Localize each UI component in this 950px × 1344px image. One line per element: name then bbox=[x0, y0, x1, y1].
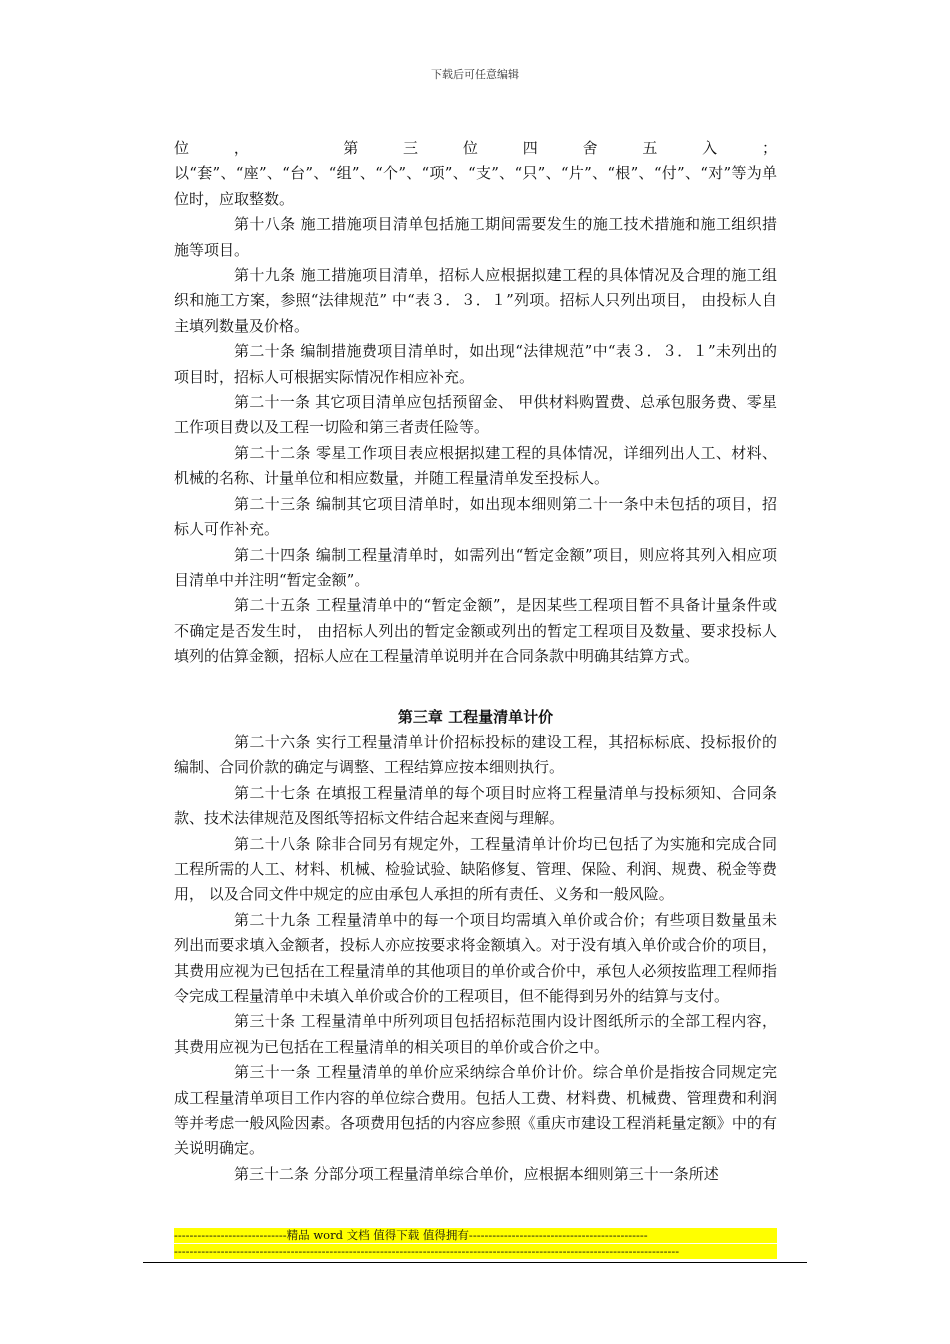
paragraph-article-28: 第二十八条 除非合同另有规定外，工程量清单计价均已包括了为实施和完成合同工程所需的人工、材料、机械、检验试验、缺陷修复、管理、保险、利润、规费、税金等费用， 以及合同文件中规定的应由承包人承担的所有责任、义务和一般风险。 bbox=[174, 834, 777, 904]
paragraph-article-23: 第二十三条 编制其它项目清单时，如出现本细则第二十一条中未包括的项目，招标人可作补充。 bbox=[174, 494, 777, 539]
page-header-note: 下载后可任意编辑 bbox=[431, 68, 519, 81]
paragraph-article-24: 第二十四条 编制工程量清单时，如需列出“暂定金额”项目，则应将其列入相应项目清单中并注明“暂定金额”。 bbox=[174, 545, 777, 589]
paragraph-article-30: 第三十条 工程量清单中所列项目包括招标范围内设计图纸所示的全部工程内容，其费用应视为已包括在工程量清单的相关项目的单价或合价之中。 bbox=[174, 1012, 777, 1056]
paragraph-article-31: 第三十一条 工程量清单的单价应采纳综合单价计价。综合单价是指按合同规定完成工程量清单项目工作内容的单位综合费用。包括人工费、材料费、机械费、管理费和利润等并考虑一般风险因素。各项费用包括的内容应参照《重庆市建设工程消耗量定额》中的有关说明确定。 bbox=[174, 1063, 777, 1158]
paragraph: 位， 第三位四舍五入； 以“套”、“座”、“台”、“组”、“个”、“项”、“支”、“只”、“片”、“根”、“付”、“对”等为单位时，应取整数。 bbox=[174, 139, 777, 208]
document-body bbox=[174, 136, 777, 1187]
paragraph-article-25: 第二十五条 工程量清单中的“暂定金额”，是因某些工程项目暂不具备计量条件或不确定是否发生时， 由招标人列出的暂定金额或列出的暂定工程项目及数量、要求投标人填列的估算金额，招标人应在工程量清单说明并在合同条款中明确其结算方式。 bbox=[174, 596, 777, 666]
paragraph-article-19: 第十九条 施工措施项目清单，招标人应根据拟建工程的具体情况及合理的施工组织和施工方案，参照“法律规范” 中“表３．３．１”列项。招标人只列出项目， 由投标人自主填列数量及价格。 bbox=[174, 266, 777, 335]
paragraph-article-20: 第二十条 编制措施费项目清单时，如出现“法律规范”中“表３．３．１”未列出的项目时，招标人可根据实际情况作相应补充。 bbox=[174, 342, 777, 386]
paragraph-article-26: 第二十六条 实行工程量清单计价招标投标的建设工程，其招标标底、投标报价的编制、合同价款的确定与调整、工程结算应按本细则执行。 bbox=[174, 732, 777, 777]
footer-banner: -----------------------------精品 word 文档 值得下载 值得拥有---------------------------------------------- bbox=[174, 1228, 777, 1243]
blank-line bbox=[174, 670, 777, 695]
paragraph-article-32: 第三十二条 分部分项工程量清单综合单价，应根据本细则第三十一条所述 bbox=[234, 1164, 719, 1183]
paragraph-article-22: 第二十二条 零星工作项目表应根据拟建工程的具体情况，详细列出人工、材料、机械的名称、计量单位和相应数量，并随工程量清单发至投标人。 bbox=[174, 443, 777, 488]
paragraph-article-29: 第二十九条 工程量清单中的每一个项目均需填入单价或合价；有些项目数量虽未列出而要求填入金额者，投标人亦应按要求将金额填入。对于没有填入单价或合价的项目，其费用应视为已包括在工程量清单的其他项目的单价或合价中，承包人必须按监理工程师指令完成工程量清单中未填入单价或合价的工程项目，但不能得到另外的结算与支付。 bbox=[174, 910, 777, 1005]
paragraph-article-18: 第十八条 施工措施项目清单包括施工期间需要发生的施工技术措施和施工组织措施等项目。 bbox=[174, 215, 777, 259]
chapter-title: 第三章 工程量清单计价 bbox=[397, 707, 554, 726]
paragraph-article-21: 第二十一条 其它项目清单应包括预留金、 甲供材料购置费、总承包服务费、零星工作项目费以及工程一切险和第三者责任险等。 bbox=[174, 393, 777, 437]
footer-dash-line: ---------------------------------------------------------------------------------------------------------------------------------- bbox=[174, 1244, 777, 1259]
footer-divider bbox=[143, 1262, 807, 1263]
paragraph-article-27: 第二十七条 在填报工程量清单的每个项目时应将工程量清单与投标须知、合同条款、技术法律规范及图纸等招标文件结合起来查阅与理解。 bbox=[174, 783, 777, 828]
